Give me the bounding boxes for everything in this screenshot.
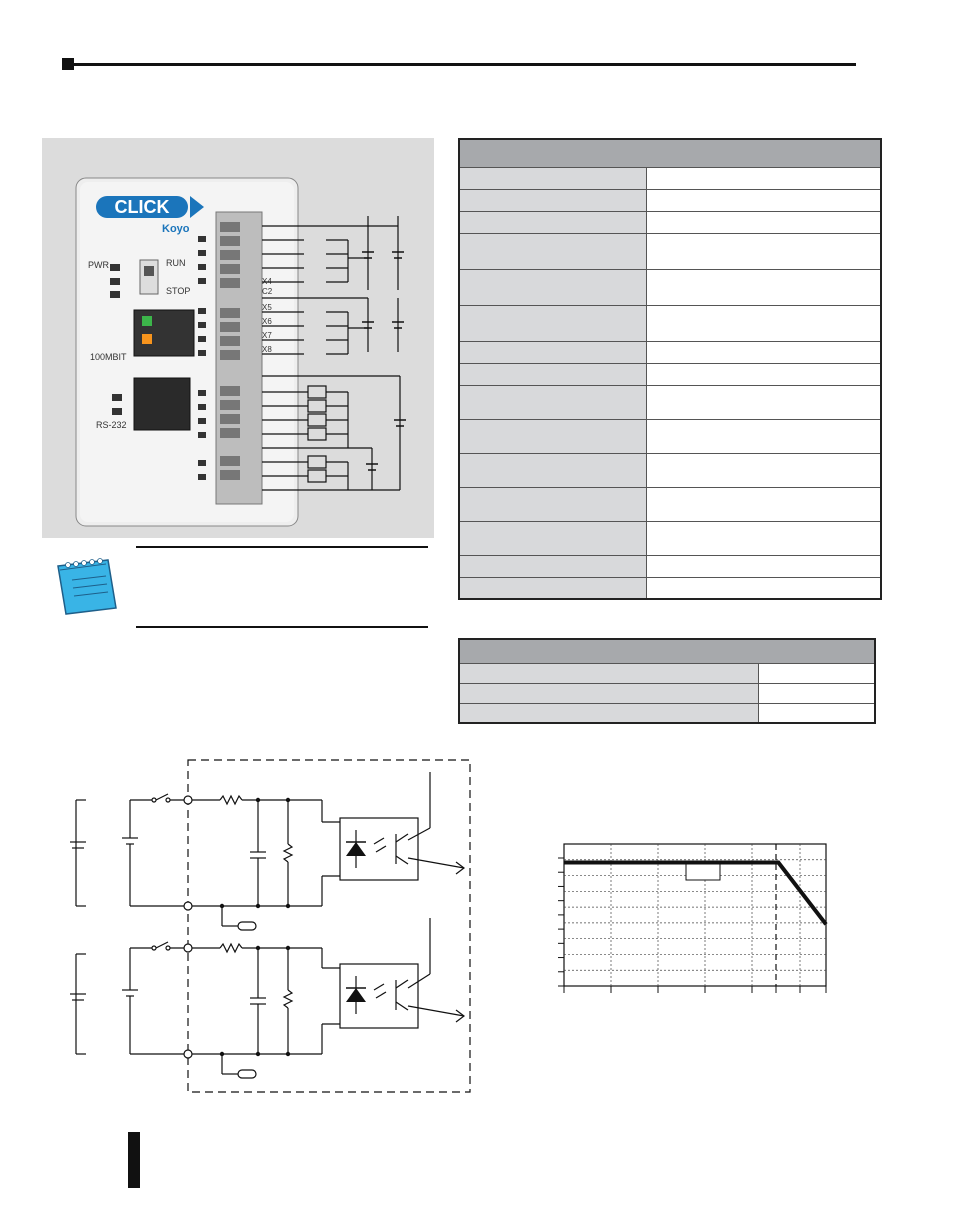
rs232-label: RS-232 <box>96 420 127 430</box>
plc-illustration <box>42 138 434 538</box>
status-spec-table <box>458 638 876 724</box>
table-row-label <box>459 577 647 599</box>
note-bottom-rule <box>136 626 428 628</box>
pwr-label: PWR <box>88 260 109 270</box>
derating-chart <box>540 836 840 1006</box>
table-row-value <box>759 663 876 683</box>
footer-bar <box>128 1132 140 1188</box>
x5-label: X5 <box>262 303 272 312</box>
table-row-label <box>459 555 647 577</box>
input-spec-table <box>458 138 882 600</box>
equivalent-circuit-diagram <box>60 758 480 1098</box>
table-row-value <box>647 189 882 211</box>
table-row-label <box>459 419 647 453</box>
table-row-value <box>647 305 882 341</box>
brand-text: CLICK <box>114 197 170 217</box>
table-row-label <box>459 211 647 233</box>
table-row-value <box>647 521 882 555</box>
table-row-label <box>459 305 647 341</box>
table-row-value <box>647 555 882 577</box>
table-row-label <box>459 233 647 269</box>
c2-label: C2 <box>262 287 273 296</box>
table-row-label <box>459 269 647 305</box>
x8-label: X8 <box>262 345 272 354</box>
table-row-value <box>647 419 882 453</box>
table-row-label <box>459 385 647 419</box>
table-row-label <box>459 363 647 385</box>
table-row-label <box>459 663 759 683</box>
table-row-label <box>459 189 647 211</box>
x4-label: X4 <box>262 277 272 286</box>
table-header <box>459 139 881 167</box>
table-row-value <box>759 683 876 703</box>
table-row-value <box>647 211 882 233</box>
table-row-value <box>647 341 882 363</box>
header-square <box>62 58 74 70</box>
table-row-value <box>647 577 882 599</box>
run-label: RUN <box>166 258 186 268</box>
table-row-label <box>459 521 647 555</box>
table-row-label <box>459 683 759 703</box>
table-row-value <box>647 233 882 269</box>
note-top-rule <box>136 546 428 548</box>
rs232-port <box>134 378 190 430</box>
table-row-label <box>459 453 647 487</box>
x6-label: X6 <box>262 317 272 326</box>
header-rule <box>74 63 856 66</box>
table-row-label <box>459 487 647 521</box>
notepad-icon <box>50 556 122 618</box>
table-row-label <box>459 703 759 723</box>
table-row-value <box>647 453 882 487</box>
table-row-value <box>759 703 876 723</box>
koyo-text: Koyo <box>162 223 190 235</box>
table-row-value <box>647 167 882 189</box>
net-label: 100MBIT <box>90 352 127 362</box>
table-row-value <box>647 269 882 305</box>
table-row-value <box>647 363 882 385</box>
table-row-label <box>459 167 647 189</box>
x7-label: X7 <box>262 331 272 340</box>
table-header <box>459 639 875 663</box>
table-row-label <box>459 341 647 363</box>
stop-label: STOP <box>166 286 191 296</box>
table-row-value <box>647 385 882 419</box>
table-row-value <box>647 487 882 521</box>
